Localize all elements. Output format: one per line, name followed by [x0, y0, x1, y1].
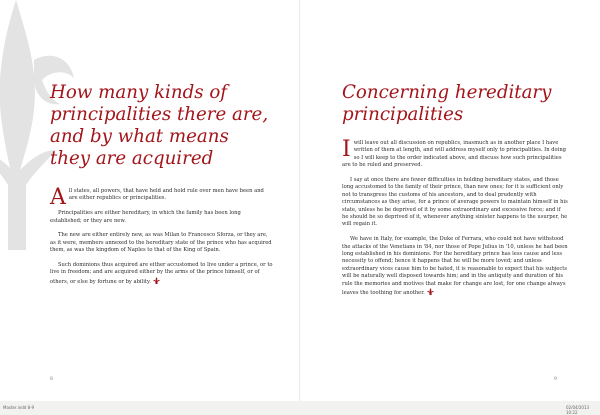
- paragraph: [342, 236, 568, 297]
- opening-text: will leave out all discussion on republics, inasmuch as in another place I have written of them at length, and will address myself only to principalities. In doing so I will keep to the order indicated above, and discuss how such principalities are to be ruled and preserved.: [342, 140, 566, 169]
- chapter-title: How many kinds of principalities there are, and by what means they are acquired: [50, 82, 269, 169]
- chapter-body: [50, 185, 274, 294]
- chapter-body: [342, 137, 568, 305]
- drop-cap: A: [50, 185, 66, 210]
- opening-paragraph: [342, 137, 568, 170]
- paragraph-text: Such dominions thus acquired are either accustomed to live under a prince, or to live in freedom; and are acquired either by the arms of the prince himself, or of others, or else by fortune or by ability.: [50, 262, 273, 285]
- left-page: [0, 0, 300, 401]
- chapter-title: Concerning hereditary principalities: [342, 82, 552, 125]
- paragraph-text: We have in Italy, for example, the Duke of Ferrara, who could not have withstood the attacks of the Venetians in '84, nor those of Pope Julius in '10, unless he had been long established in his dominions. For the hereditary prince has less cause and less necessity to offend; hence it happens that he will be more loved; and unless extraordinary vices cause him to be hated, it is reasonable to expect that his subjects will be naturally well disposed towards him; and in the antiquity and duration of his rule the memories and motives that make for change are lost, for one change always leaves the toothing for another.: [342, 236, 568, 297]
- page-number: 8: [50, 377, 53, 382]
- paragraph: The new are either entirely new, as was Milan to Francesco Sforza, or they are, as it were, members annexed to the hereditary state of the prince who has acquired them, as was the kingdom of Naples to that of the King of Spain.: [50, 232, 272, 254]
- slug-date: 02/04/2013 10:22: [566, 405, 590, 415]
- fleur-de-lis-icon: [153, 277, 160, 284]
- drop-cap: I: [342, 137, 351, 162]
- paragraph: [50, 262, 274, 286]
- right-page: [300, 0, 600, 401]
- paragraph: Principalities are either hereditary, in which the family has been long established; or they are new.: [50, 210, 241, 224]
- fleur-de-lis-icon: [427, 288, 434, 295]
- paragraph: I say at once there are fewer difficulties in holding hereditary states, and those long accustomed to the family of their prince, than new ones; for it is sufficient only not to transgress the customs of his ancestors, and to deal prudently with circumstances as they arise, for a prince of average powers to maintain himself in his state, unless he be deprived of it by some extraordinary and excessive force; and if he should be so deprived of it, whenever anything sinister happens to the usurper, he will regain it.: [342, 177, 568, 228]
- page-number: 9: [554, 377, 557, 382]
- slug-filename: Master.indd 8-9: [3, 405, 35, 410]
- opening-paragraph: [50, 185, 274, 210]
- opening-text: ll states, all powers, that have held and hold rule over men have been and are either republics or principalities.: [68, 188, 264, 202]
